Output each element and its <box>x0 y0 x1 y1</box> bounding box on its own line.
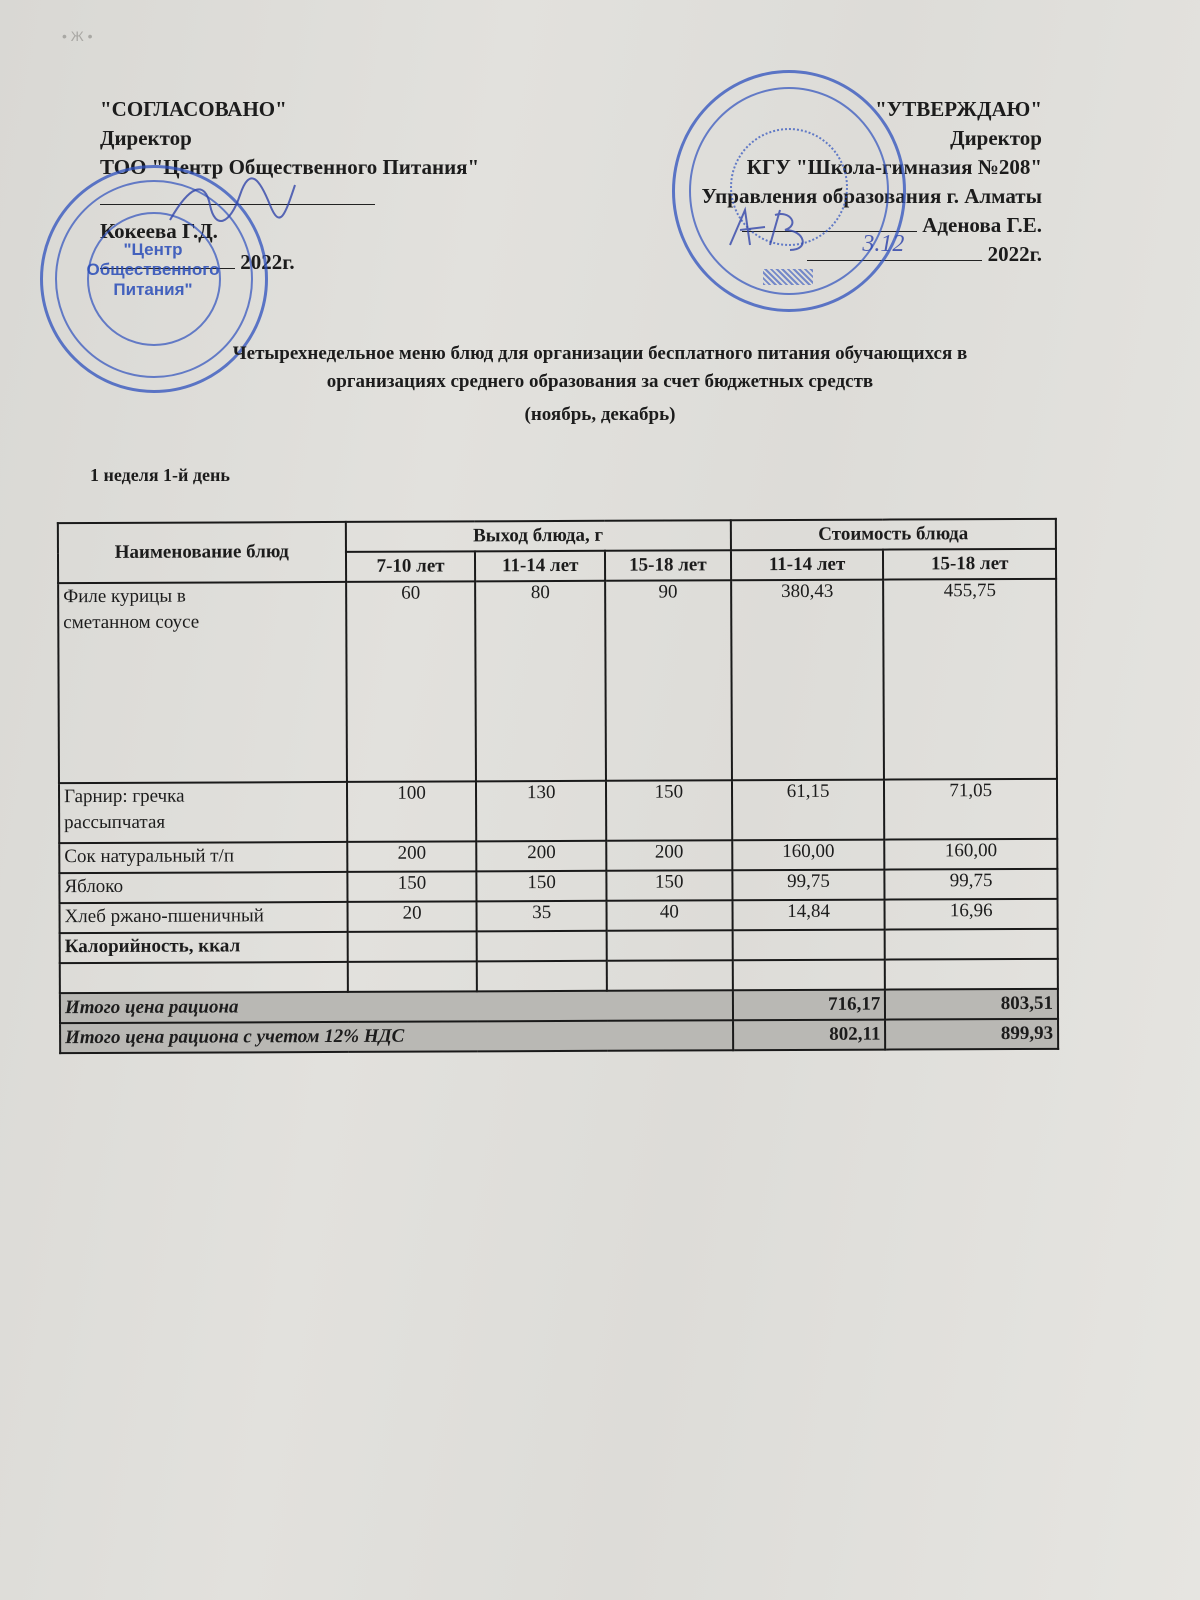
calories-label: Калорийность, ккал <box>60 932 348 963</box>
stamp-line: "Центр <box>123 240 183 259</box>
approved-title: "УТВЕРЖДАЮ" <box>875 97 1042 121</box>
agreed-org: ТОО "Центр Общественного Питания" <box>100 155 480 179</box>
cost-11-14: 380,43 <box>731 580 885 781</box>
empty-cell <box>732 960 885 991</box>
empty-cell <box>885 929 1058 960</box>
approved-name: Аденова Г.Е. <box>922 213 1042 237</box>
approved-org: КГУ "Школа-гимназия №208" <box>746 155 1042 179</box>
total-row <box>60 989 1058 1023</box>
yield-15-18: 90 <box>605 580 732 781</box>
empty-cell <box>607 960 733 991</box>
empty-cell <box>347 961 477 992</box>
header-yield-age: 7-10 лет <box>346 551 476 582</box>
corner-mark: • Ж • <box>62 28 93 44</box>
header-yield-age: 11-14 лет <box>475 551 605 582</box>
header-yield: Выход блюда, г <box>346 520 731 552</box>
header-dish-name: Наименование блюд <box>58 522 346 583</box>
cost-15-18: 16,96 <box>885 899 1058 930</box>
stamp-line: Питания" <box>113 280 193 299</box>
empty-cell <box>60 962 348 993</box>
approved-dept: Управления образования г. Алматы <box>701 184 1042 208</box>
header-cost-age: 11-14 лет <box>731 550 884 581</box>
cost-15-18: 71,05 <box>884 779 1057 840</box>
document-period: (ноябрь, декабрь) <box>524 404 676 425</box>
header-cost-age: 15-18 лет <box>883 549 1056 580</box>
yield-11-14: 35 <box>477 901 607 932</box>
empty-cell <box>477 961 607 992</box>
stamp-ribbon <box>763 269 813 285</box>
cost-11-14: 160,00 <box>732 840 885 871</box>
yield-15-18: 150 <box>606 870 732 901</box>
calories-row <box>60 929 1058 963</box>
table-row <box>59 869 1057 903</box>
handwritten-date: 3.12 <box>862 231 905 257</box>
dish-name: Хлеб ржано-пшеничный <box>60 902 348 933</box>
agreed-year: 2022г. <box>240 250 295 274</box>
header-cost: Стоимость блюда <box>731 519 1056 550</box>
empty-cell <box>477 931 607 962</box>
table-row <box>59 779 1057 843</box>
title-line: Четырехнедельное меню блюд для организации бесплатного питания обучающихся в <box>232 343 968 364</box>
day-label: 1 неделя 1-й день <box>90 465 230 485</box>
title-line: организациях среднего образования за счет бюджетных средств <box>326 371 874 392</box>
table-row <box>59 839 1057 873</box>
dish-name: Яблоко <box>59 872 347 903</box>
yield-11-14: 150 <box>477 871 607 902</box>
empty-cell <box>607 930 733 961</box>
approved-signature <box>720 205 860 255</box>
approved-year: 2022г. <box>987 242 1042 266</box>
menu-table <box>57 518 1059 1054</box>
cost-11-14: 14,84 <box>732 900 885 931</box>
total-label: Итого цена рациона <box>60 990 733 1023</box>
approved-stamp <box>672 70 906 312</box>
stamp-center-text <box>83 240 223 300</box>
dish-name: Филе курицы в сметанном соусе <box>58 582 347 783</box>
empty-cell <box>732 930 885 961</box>
cost-15-18: 160,00 <box>885 839 1058 870</box>
document-title <box>0 340 1200 396</box>
cost-15-18: 99,75 <box>885 869 1058 900</box>
empty-cell <box>347 931 477 962</box>
agreed-signature <box>160 175 300 235</box>
yield-15-18: 200 <box>606 840 732 871</box>
yield-7-10: 20 <box>347 901 477 932</box>
stamp-line: Общественного <box>86 260 220 279</box>
approved-position: Директор <box>950 126 1042 150</box>
empty-row <box>60 959 1058 993</box>
yield-11-14: 130 <box>476 781 606 842</box>
yield-7-10: 200 <box>347 841 477 872</box>
yield-15-18: 40 <box>607 900 733 931</box>
total-vat-row <box>60 1019 1058 1053</box>
cost-11-14: 61,15 <box>732 780 885 841</box>
cost-11-14: 99,75 <box>732 870 885 901</box>
total-vat-cost-11-14: 802,11 <box>733 1020 886 1051</box>
agreed-name: Кокеева Г.Д. <box>100 219 218 243</box>
dish-name: Сок натуральный т/п <box>59 842 347 873</box>
empty-cell <box>885 959 1058 990</box>
yield-7-10: 150 <box>347 871 477 902</box>
yield-11-14: 200 <box>477 841 607 872</box>
header-yield-age: 15-18 лет <box>605 550 731 581</box>
yield-7-10: 60 <box>346 581 477 782</box>
total-cost-15-18: 803,51 <box>885 989 1058 1020</box>
table-row <box>60 899 1058 933</box>
agreed-title: "СОГЛАСОВАНО" <box>100 97 287 121</box>
total-cost-11-14: 716,17 <box>733 990 886 1021</box>
table-row <box>58 579 1057 783</box>
cost-15-18: 455,75 <box>883 579 1057 780</box>
yield-7-10: 100 <box>347 781 477 842</box>
agreed-position: Директор <box>100 126 192 150</box>
total-vat-cost-15-18: 899,93 <box>885 1019 1058 1050</box>
dish-name: Гарнир: гречка рассыпчатая <box>59 782 347 843</box>
yield-15-18: 150 <box>606 780 732 841</box>
total-vat-label: Итого цена рациона с учетом 12% НДС <box>60 1020 733 1053</box>
yield-11-14: 80 <box>475 581 606 782</box>
